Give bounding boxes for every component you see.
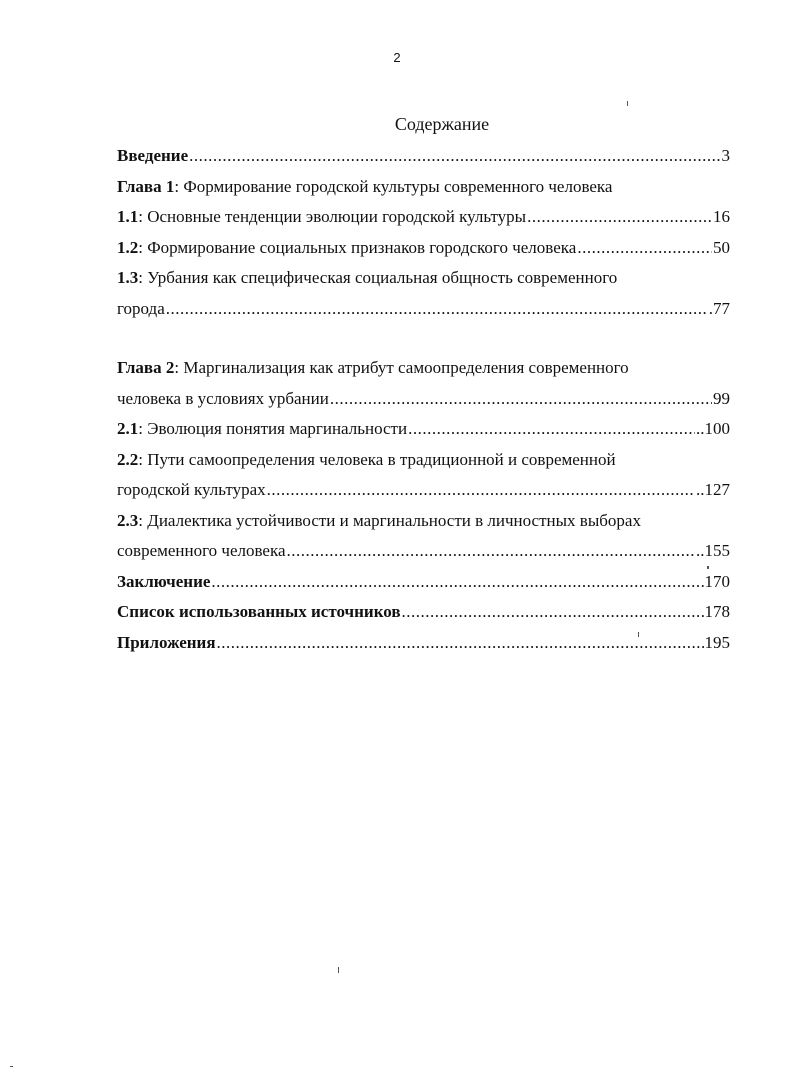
toc-entry-text: : Основные тенденции эволюции городской культуры [138, 207, 527, 226]
toc-entry-text: современного человека [117, 541, 286, 560]
toc-leader-dots [267, 475, 695, 506]
toc-entry-introduction [117, 141, 730, 172]
toc-entry-number: 1.1 [117, 207, 139, 226]
scan-speck [638, 632, 639, 637]
toc-entry-text: Список использованных источников [117, 602, 401, 621]
toc-entry-text: города [117, 298, 165, 318]
toc-entry-number: 2.3 [117, 510, 139, 530]
toc-entry-2-2-continued [117, 475, 730, 506]
toc-entry-text: Приложения [117, 632, 216, 652]
toc-entry-conclusion [117, 567, 730, 598]
toc-entry-chapter-2-continued [117, 384, 730, 415]
toc-entry-number: Глава 1 [117, 176, 175, 196]
toc-leader-dots [577, 233, 712, 264]
toc-entry-text: : Маргинализация как атрибут самоопределения современного [174, 358, 629, 377]
scan-speck [338, 967, 339, 973]
toc-entry-1-1 [117, 202, 730, 233]
toc-entry-number: 1.3 [117, 268, 139, 287]
scan-speck [707, 566, 709, 569]
toc-entry-text: человека в условиях урбании [117, 388, 329, 408]
toc-entry-number: 1.2 [117, 237, 139, 257]
toc-title: Содержание [394, 114, 490, 134]
toc-entry-page: 178 [704, 602, 730, 621]
toc-entry-2-1 [117, 414, 730, 445]
toc-entry-text: Заключение [117, 571, 211, 591]
toc-leader-dots [408, 414, 695, 445]
toc-entry-references [117, 597, 730, 628]
toc-entry-page: 16 [713, 207, 730, 226]
toc-leader-dots [211, 567, 703, 598]
page-number: 2 [393, 50, 401, 65]
toc-entry-1-3-continued [117, 294, 730, 325]
scan-speck [627, 101, 628, 106]
toc-entry-text: : Пути самоопределения человека в традиционной и современной [138, 449, 616, 469]
toc-entry-page: 99 [713, 388, 730, 408]
toc-entry-page: ..100 [696, 419, 730, 438]
toc-entry-text: : Формирование городской культуры современного человека [174, 176, 613, 196]
table-of-contents [117, 141, 730, 658]
toc-entry-number: 2.1 [117, 419, 139, 438]
toc-entry-page: 50 [713, 237, 730, 257]
toc-entry-page: 3 [721, 146, 730, 165]
toc-leader-dots [217, 628, 704, 659]
toc-entry-1-3 [117, 263, 730, 294]
toc-entry-2-2 [117, 445, 730, 476]
toc-leader-dots [287, 536, 695, 567]
toc-leader-dots [527, 202, 712, 233]
toc-entry-text: городской культурах [117, 480, 266, 499]
toc-entry-number: Глава 2 [117, 358, 175, 377]
toc-entry-page: ..155 [696, 541, 730, 560]
toc-entry-chapter-1 [117, 172, 730, 203]
toc-entry-page: .77 [708, 298, 730, 318]
toc-entry-2-3 [117, 506, 730, 537]
toc-entry-1-2 [117, 233, 730, 264]
toc-leader-dots [330, 384, 712, 415]
toc-entry-text: : Формирование социальных признаков городского человека [138, 237, 577, 257]
toc-entry-page: 195 [704, 632, 730, 652]
section-gap [117, 324, 730, 353]
toc-entry-text: : Урбания как специфическая социальная общность современного [138, 268, 618, 287]
toc-entry-text: Введение [117, 146, 189, 165]
toc-entry-page: 170 [704, 571, 730, 591]
toc-leader-dots [402, 597, 704, 628]
toc-entry-text: : Диалектика устойчивости и маргинальности в личностных выборах [138, 510, 641, 530]
toc-entry-text: : Эволюция понятия маргинальности [138, 419, 408, 438]
toc-leader-dots [189, 141, 720, 172]
toc-entry-2-3-continued [117, 536, 730, 567]
toc-entry-chapter-2 [117, 353, 730, 384]
scan-speck [10, 1066, 13, 1067]
toc-entry-page: ..127 [696, 480, 730, 499]
toc-entry-number: 2.2 [117, 449, 139, 469]
toc-leader-dots [166, 294, 708, 325]
